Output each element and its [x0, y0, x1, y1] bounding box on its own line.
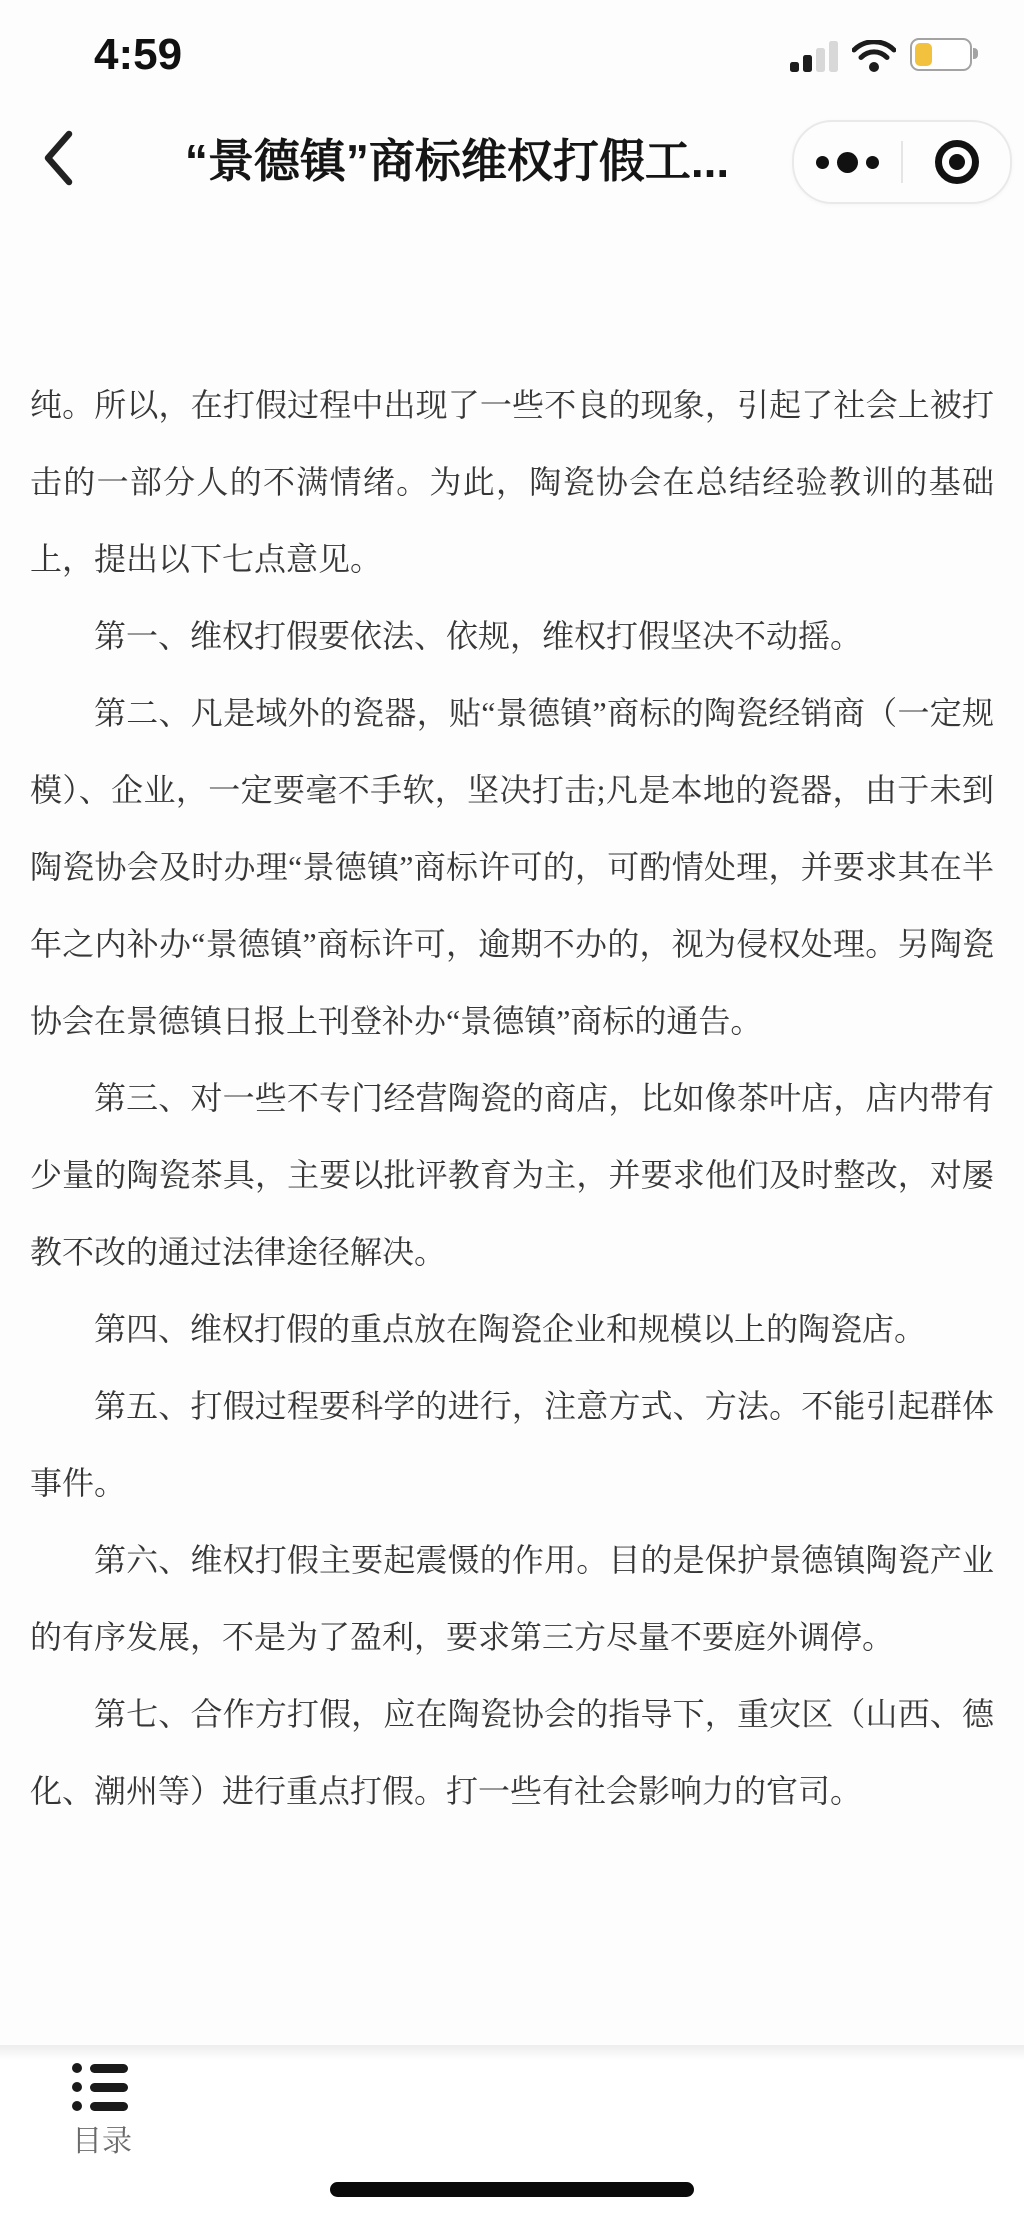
- document-paragraph: 第四、维权打假的重点放在陶瓷企业和规模以上的陶瓷店。: [94, 1311, 927, 1347]
- status-time: 4:59: [94, 30, 183, 79]
- page-title: “景德镇”商标维权打假工...: [184, 134, 730, 187]
- battery-fill: [915, 43, 932, 66]
- table-of-contents-button[interactable]: [72, 2063, 162, 2157]
- wifi-icon: [852, 40, 896, 72]
- three-dots-icon: [816, 152, 879, 173]
- close-miniprogram-button[interactable]: [903, 122, 1010, 202]
- cellular-signal-icon: [790, 40, 838, 72]
- document-paragraph: 第七、合作方打假，应在陶瓷协会的指导下，重灾区（山西、德化、潮州等）进行重点打假。打一些有社会影响力的官司。: [30, 1696, 994, 1809]
- document-paragraph: 纯。所以，在打假过程中出现了一些不良的现象，引起了社会上被打击的一部分人的不满情绪。为此，陶瓷协会在总结经验教训的基础上，提出以下七点意见。: [30, 387, 994, 577]
- status-bar: [0, 0, 1024, 100]
- status-icons: [790, 38, 972, 72]
- document-paragraph: 第五、打假过程要科学的进行，注意方式、方法。不能引起群体事件。: [30, 1388, 994, 1501]
- toc-label: 目录: [72, 2125, 132, 2158]
- miniprogram-capsule: [792, 120, 1012, 204]
- bottom-toolbar: [0, 2045, 1024, 2216]
- bulleted-list-icon: [72, 2063, 130, 2111]
- battery-tip: [973, 48, 978, 59]
- chevron-left-icon: [43, 130, 73, 186]
- battery-icon: [910, 38, 972, 71]
- circle-dot-icon: [935, 140, 979, 184]
- nav-bar: [0, 100, 1024, 215]
- document-paragraph: 第二、凡是域外的瓷器，贴“景德镇”商标的陶瓷经销商（一定规模）、企业，一定要毫不手软，坚决打击;凡是本地的瓷器，由于未到陶瓷协会及时办理“景德镇”商标许可的，可酌情处理，并要求其在半年之内补办“景德镇”商标许可，逾期不办的，视为侵权处理。另陶瓷协会在景德镇日报上刊登补办“景德镇”商标的通告。: [30, 695, 994, 1039]
- home-indicator[interactable]: [330, 2182, 694, 2197]
- more-menu-button[interactable]: [794, 122, 901, 202]
- document-paragraph: 第三、对一些不专门经营陶瓷的商店，比如像茶叶店，店内带有少量的陶瓷茶具，主要以批评教育为主，并要求他们及时整改，对屡教不改的通过法律途径解决。: [30, 1080, 994, 1270]
- document-paragraph: 第一、维权打假要依法、依规，维权打假坚决不动摇。: [94, 618, 863, 654]
- back-button[interactable]: [30, 122, 86, 194]
- document-paragraph: 第六、维权打假主要起震慑的作用。目的是保护景德镇陶瓷产业的有序发展，不是为了盈利，要求第三方尽量不要庭外调停。: [30, 1542, 994, 1655]
